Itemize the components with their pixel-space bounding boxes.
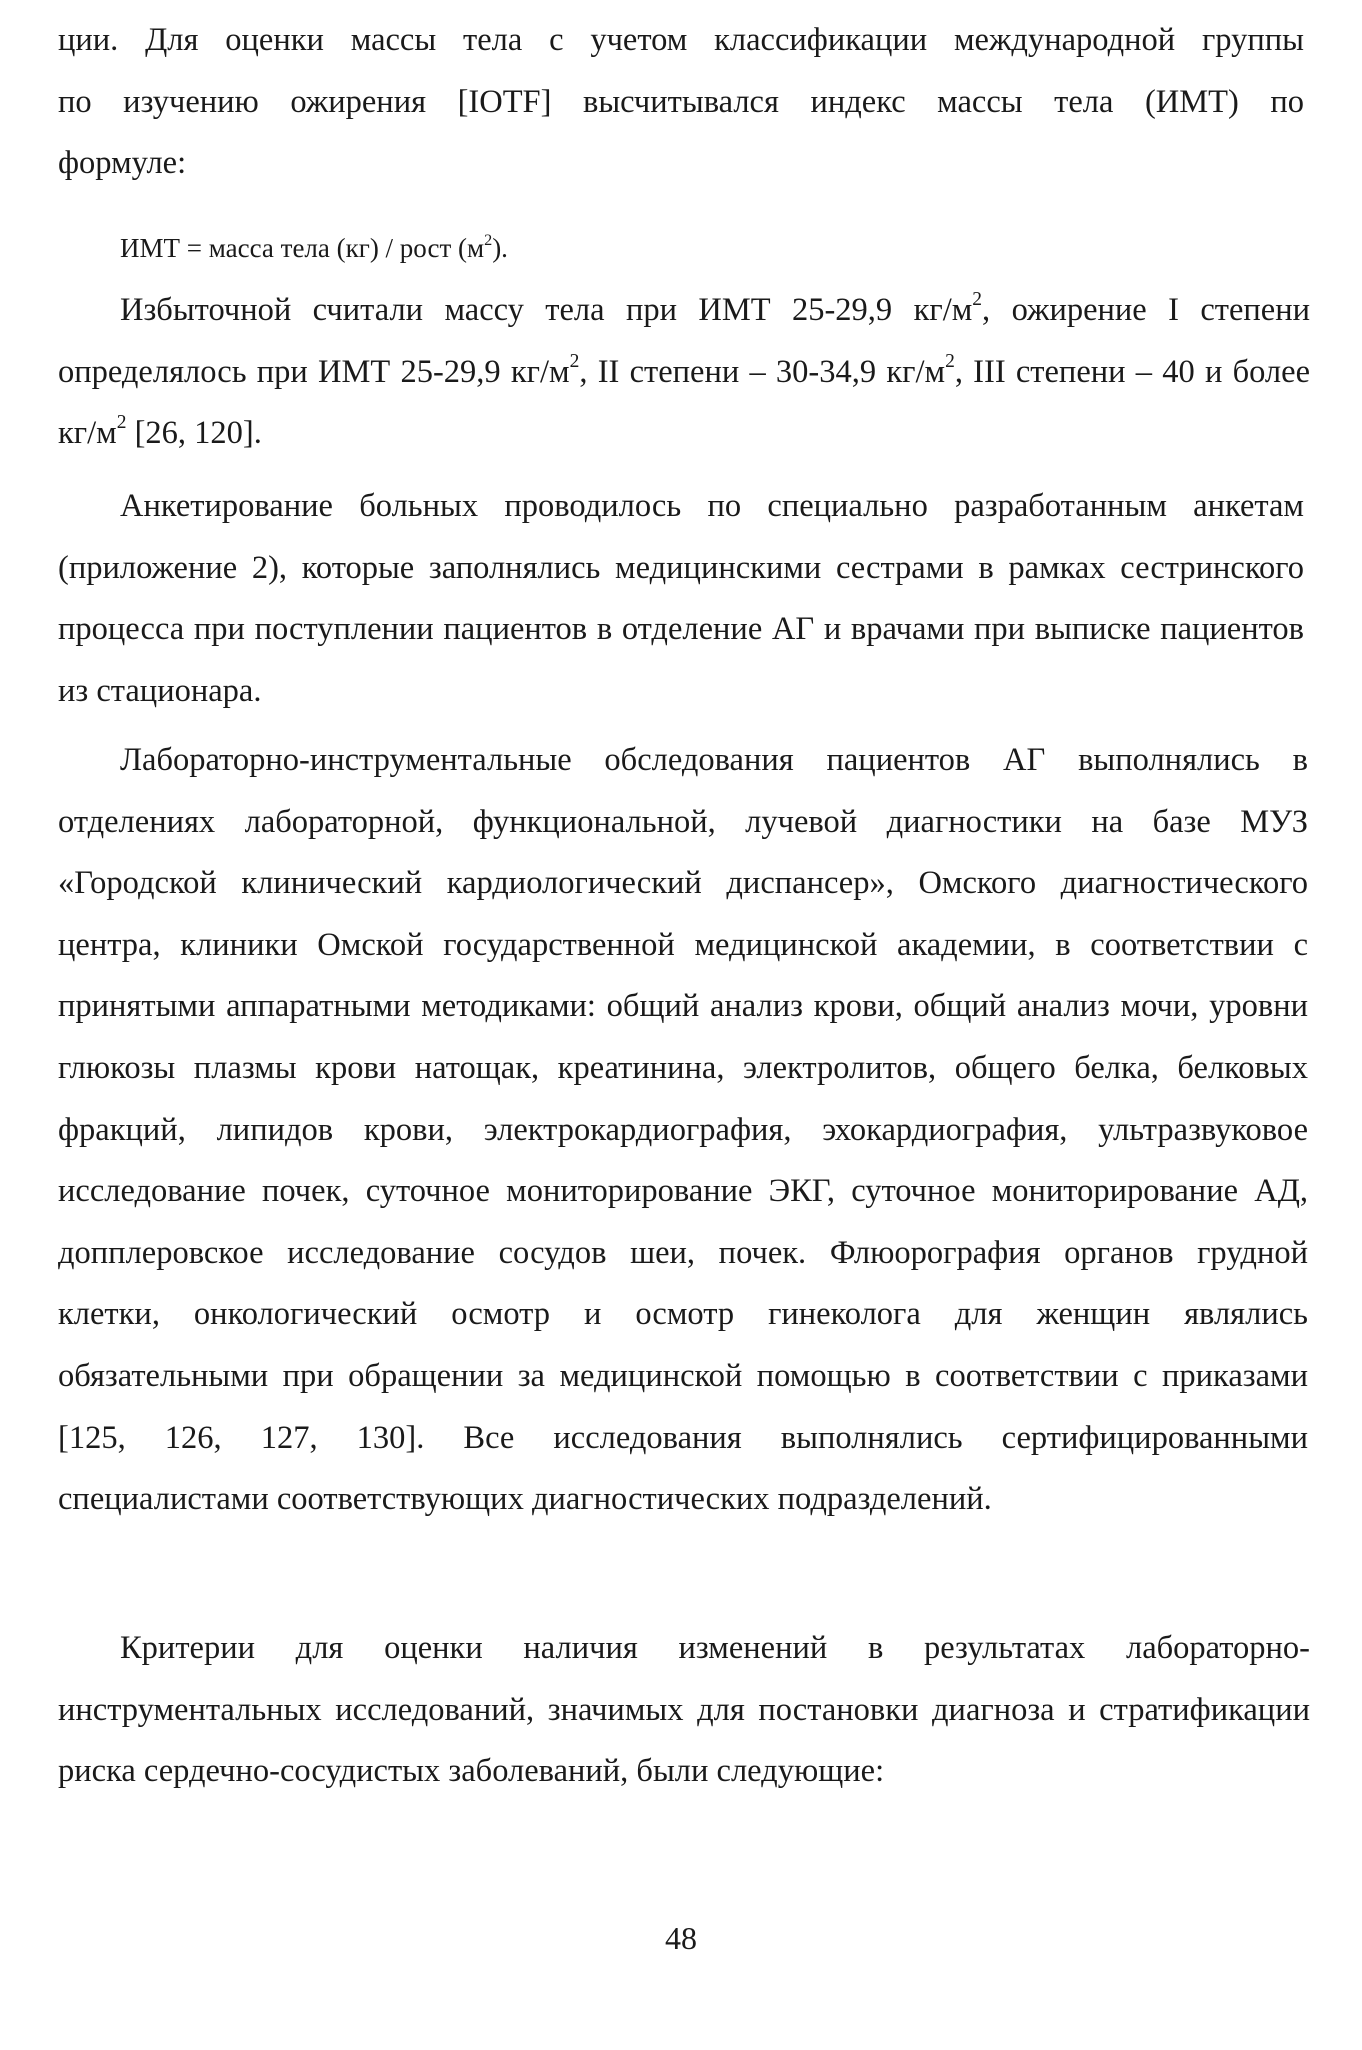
bmi-exp-4: 2: [116, 412, 127, 434]
bmi-exp-1: 2: [972, 289, 983, 311]
intro-line-1: ции. Для оценки массы тела с учетом классификации международной группы: [58, 22, 1304, 58]
criteria-paragraph: [58, 1618, 1310, 1803]
formula-tail: ).: [492, 233, 508, 263]
bmi-text-5: [26, 120].: [126, 415, 262, 452]
bmi-text-1: Избыточной считали массу тела при ИМТ 25-29,9 кг/м: [120, 292, 973, 328]
bmi-formula: [120, 228, 508, 268]
formula-text: ИМТ = масса тела (кг) / рост (м: [120, 233, 485, 263]
formula-exponent: 2: [484, 230, 493, 249]
bmi-exp-2: 2: [569, 350, 580, 372]
survey-text: Анкетирование больных проводилось по специально разработанным анкетам (приложение 2), которые заполнялись медицинскими сестрами в рамках сестринского процесса при поступлении пациентов в отделение АГ и врачами при выписке пациентов из стационара.: [58, 488, 1304, 709]
bmi-text-4: , III степени – 40 и более кг/м: [58, 353, 1310, 452]
lab-text: Лабораторно-инструментальные обследования пациентов АГ выполнялись в отделениях лабораторной, функциональной, лучевой диагностики на базе МУЗ «Городской клинический кардиологический диспансер», Омского диагностического центра, клиники Омской государственной медицинской академии, в соответствии с принятыми аппаратными методиками: общий анализ крови, общий анализ мочи, уровни глюкозы плазмы крови натощак, креатинина, электролитов, общего белка, белковых фракций, липидов крови, электрокардиография, эхокардиография, ультразвуковое исследование почек, суточное мониторирование ЭКГ, суточное мониторирование АД, допплеровское исследование сосудов шеи, почек. Флюорография органов грудной клетки, онкологический осмотр и осмотр гинеколога для женщин являлись обязательными при обращении за медицинской помощью в соответствии с приказами [125, 126, 127, 130]. Все исследования выполнялись сертифицированными специалистами соответствующих диагностических подразделений.: [58, 742, 1308, 1518]
bmi-paragraph: [58, 280, 1310, 465]
intro-paragraph: [58, 10, 1304, 195]
bmi-text-2: , ожирение I степени определялось при ИМТ 25-29,9 кг/м: [58, 292, 1310, 390]
survey-paragraph: [58, 476, 1304, 722]
criteria-text: Критерии для оценки наличия изменений в результатах лабораторно-инструментальных исследований, значимых для постановки диагноза и стратификации риска сердечно-сосудистых заболеваний, были следующие:: [58, 1630, 1310, 1790]
intro-line-2: по изучению ожирения [IOTF] высчитывался индекс массы тела (ИМТ) по: [58, 83, 1304, 120]
lab-paragraph: [58, 730, 1308, 1531]
bmi-text-3: , II степени – 30-34,9 кг/м: [579, 353, 946, 390]
bmi-exp-3: 2: [945, 350, 955, 372]
page-number: 48: [665, 1920, 697, 1956]
intro-line-3: формуле:: [58, 145, 187, 182]
